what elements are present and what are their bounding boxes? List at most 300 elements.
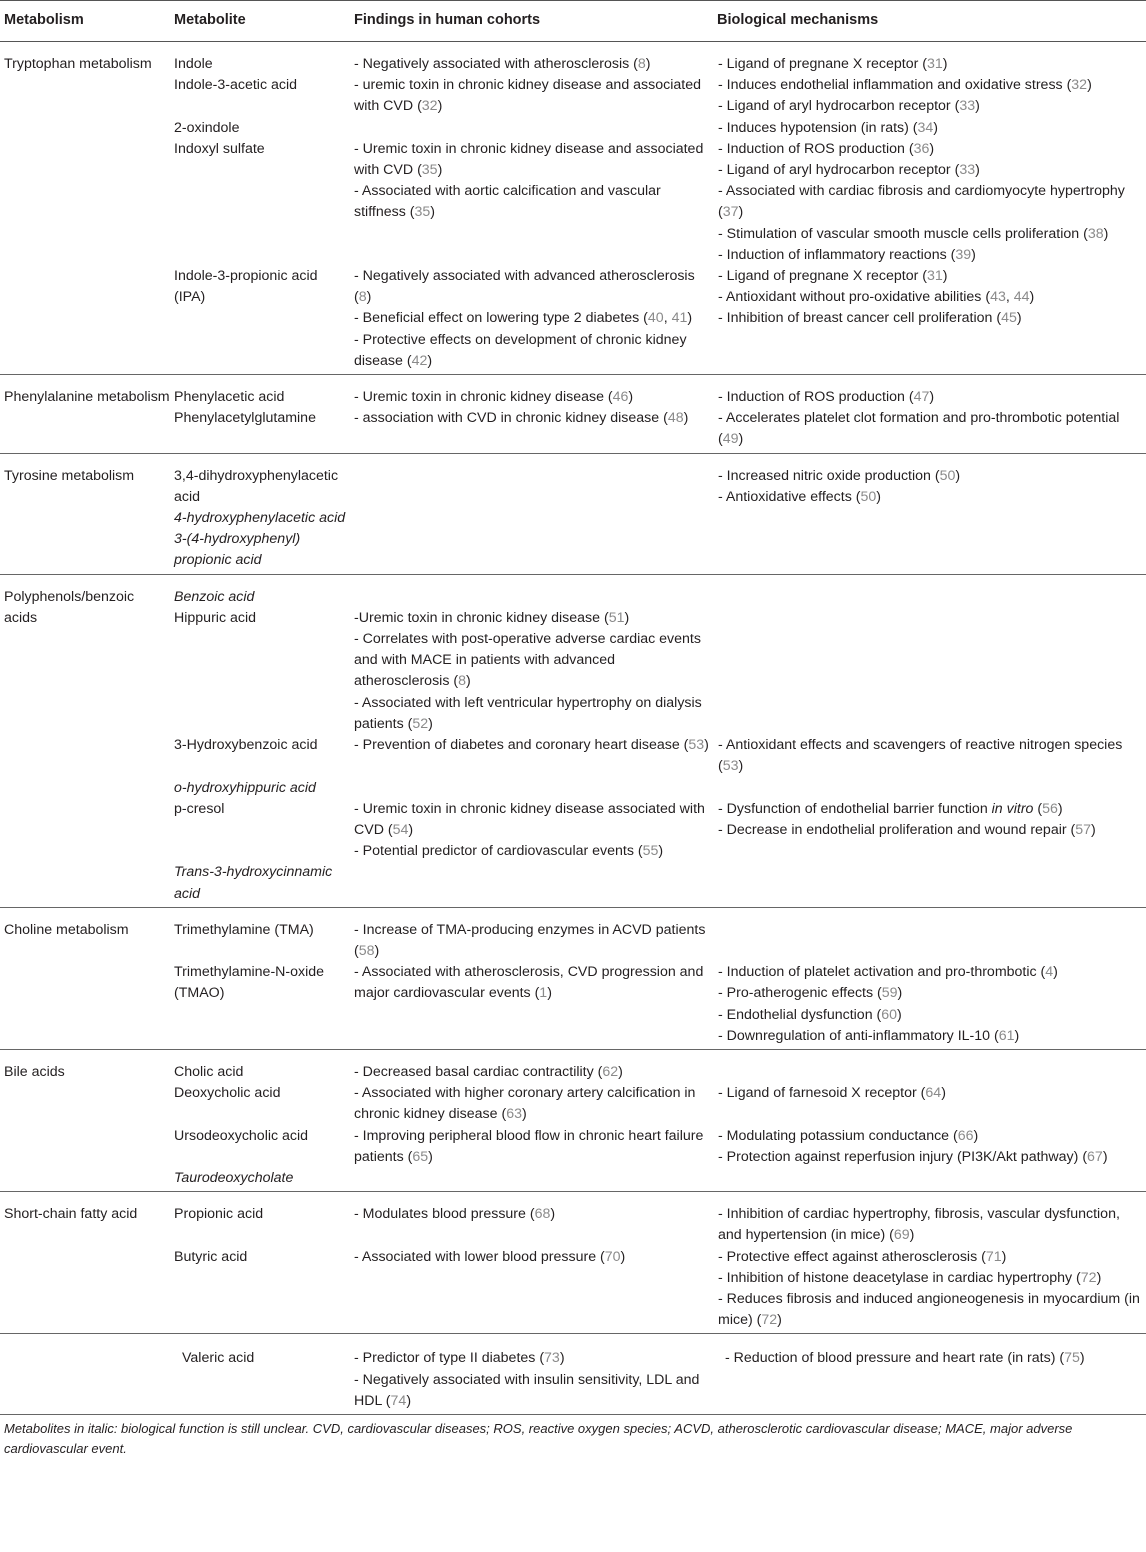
reference-number: 31 bbox=[927, 56, 943, 72]
reference-number: 58 bbox=[358, 942, 375, 959]
reference-number: 50 bbox=[939, 467, 956, 484]
text-segment: ) bbox=[1053, 964, 1058, 981]
reference-number: 63 bbox=[506, 1106, 522, 1123]
metabolism-group bbox=[0, 454, 1146, 575]
findings-cell bbox=[350, 75, 713, 117]
text-segment: ) bbox=[428, 715, 433, 732]
finding-item bbox=[354, 608, 713, 629]
mechanism-item bbox=[718, 1268, 1146, 1289]
reference-number: 52 bbox=[412, 715, 429, 732]
text-segment: ) bbox=[942, 268, 948, 285]
finding-item bbox=[354, 139, 713, 181]
reference-number: 31 bbox=[927, 268, 943, 285]
text-segment: - Induction of ROS production ( bbox=[718, 389, 914, 406]
finding-item bbox=[354, 308, 713, 329]
findings-cell bbox=[350, 408, 713, 450]
metabolism-group bbox=[0, 908, 1146, 1050]
text-segment: ) bbox=[559, 1350, 565, 1367]
text-segment: ) bbox=[1029, 289, 1035, 306]
header-metabolite: Metabolite bbox=[174, 12, 246, 29]
mechanisms-cell bbox=[713, 587, 1146, 608]
reference-number: 1 bbox=[539, 985, 548, 1002]
text-segment: ) bbox=[406, 1392, 412, 1409]
reference-number: 54 bbox=[392, 821, 409, 838]
text-segment: ) bbox=[897, 1006, 902, 1023]
text-segment: ) bbox=[366, 289, 372, 306]
text-segment: - Reduction of blood pressure and heart rate (in rats) ( bbox=[725, 1350, 1065, 1367]
mechanism-item bbox=[718, 820, 1146, 841]
mechanisms-cell bbox=[713, 1168, 1146, 1189]
findings-cell bbox=[350, 920, 713, 962]
reference-number: 8 bbox=[637, 56, 646, 72]
finding-item bbox=[354, 1370, 713, 1412]
metabolite-name: Ursodeoxycholic acid bbox=[174, 1127, 309, 1144]
mechanisms-cell bbox=[713, 54, 1146, 75]
text-segment: - Associated with aortic calcification and vascular stiffness ( bbox=[354, 183, 661, 221]
metabolism-name: Phenylalanine metabolism bbox=[4, 389, 170, 406]
text-segment: - Uremic toxin in chronic kidney disease ( bbox=[354, 389, 613, 406]
mechanism-item bbox=[718, 1083, 1146, 1104]
reference-number: 75 bbox=[1064, 1350, 1080, 1367]
text-segment: - Endothelial dysfunction ( bbox=[718, 1006, 882, 1023]
metabolite-name: 3-(4-hydroxyphenyl) propionic acid bbox=[174, 531, 301, 569]
findings-cell bbox=[350, 962, 713, 1047]
mechanism-item bbox=[718, 287, 1146, 308]
table-row bbox=[170, 139, 1146, 266]
text-segment: ) bbox=[933, 119, 939, 136]
reference-number: 49 bbox=[722, 431, 739, 448]
text-segment: ) bbox=[428, 1148, 433, 1165]
metabolite-name: Phenylacetic acid bbox=[174, 389, 285, 406]
mechanism-item bbox=[718, 962, 1146, 983]
text-segment: ) bbox=[408, 821, 414, 838]
reference-number: 32 bbox=[1071, 77, 1088, 94]
text-segment: - Modulates blood pressure ( bbox=[354, 1206, 535, 1223]
text-segment: ) bbox=[929, 389, 935, 406]
metabolism-group bbox=[0, 1334, 1146, 1415]
findings-cell bbox=[350, 1348, 713, 1412]
reference-number: 50 bbox=[860, 488, 877, 505]
metabolite-name: Cholic acid bbox=[174, 1063, 244, 1080]
reference-number: 66 bbox=[957, 1127, 974, 1144]
metabolite-rows bbox=[170, 1348, 1146, 1412]
reference-number: 42 bbox=[411, 352, 428, 369]
text-segment: - Induction of ROS production ( bbox=[718, 140, 914, 157]
text-segment: ) bbox=[620, 1248, 626, 1265]
metabolite-name: Benzoic acid bbox=[174, 588, 255, 605]
metabolite-name: Indole bbox=[174, 56, 213, 72]
text-segment: - Ligand of pregnane X receptor ( bbox=[718, 268, 928, 285]
mechanisms-cell bbox=[713, 1247, 1146, 1332]
metabolism-group bbox=[0, 42, 1146, 375]
text-segment: - Prevention of diabetes and coronary heart disease ( bbox=[354, 737, 689, 754]
text-segment: - Ligand of pregnane X receptor ( bbox=[718, 56, 928, 72]
metabolism-group bbox=[0, 1050, 1146, 1192]
text-segment: - Antioxidant without pro-oxidative abilities ( bbox=[718, 289, 991, 306]
table-row bbox=[170, 1062, 1146, 1083]
text-segment: - Induces hypotension (in rats) ( bbox=[718, 119, 918, 136]
reference-number: 57 bbox=[1075, 821, 1092, 838]
mechanisms-cell bbox=[713, 1126, 1146, 1168]
mechanism-item bbox=[718, 245, 1146, 266]
reference-number: 33 bbox=[959, 162, 976, 179]
findings-cell bbox=[350, 508, 713, 529]
text-segment: - Ligand of farnesoid X receptor ( bbox=[718, 1085, 926, 1102]
metabolism-group bbox=[0, 1192, 1146, 1334]
text-segment: - Induction of inflammatory reactions ( bbox=[718, 246, 956, 263]
findings-cell bbox=[350, 778, 713, 799]
reference-number: 56 bbox=[1042, 800, 1058, 817]
mechanisms-cell bbox=[713, 1062, 1146, 1083]
table-row bbox=[170, 1204, 1146, 1246]
finding-item bbox=[354, 920, 713, 962]
reference-number: 4 bbox=[1045, 964, 1054, 981]
reference-number: 64 bbox=[925, 1085, 942, 1102]
findings-cell bbox=[350, 1204, 713, 1246]
text-segment: ) bbox=[618, 1063, 623, 1080]
text-segment: ) bbox=[658, 843, 664, 860]
reference-number: 68 bbox=[534, 1206, 551, 1223]
text-segment: - Negatively associated with advanced atherosclerosis ( bbox=[354, 268, 695, 306]
mechanism-item bbox=[718, 983, 1146, 1004]
text-segment: ) bbox=[973, 1127, 979, 1144]
text-segment: - Decrease in endothelial proliferation and wound repair ( bbox=[718, 821, 1076, 838]
text-segment: ) bbox=[624, 609, 630, 626]
reference-number: 8 bbox=[358, 289, 367, 306]
text-segment: ) bbox=[628, 389, 634, 406]
finding-item bbox=[354, 75, 713, 117]
finding-item bbox=[354, 330, 713, 372]
finding-item bbox=[354, 735, 713, 756]
table-footnote: Metabolites in italic: biological function is still unclear. CVD, cardiovascular diseases; ROS, reactive oxygen species; ACVD, atherosclerotic cardiovascular disease; MACE, major adverse cardiovascular event. bbox=[4, 1420, 1073, 1456]
text-segment: ( bbox=[1033, 800, 1043, 817]
finding-item bbox=[354, 408, 713, 429]
text-segment: - Associated with lower blood pressure ( bbox=[354, 1248, 605, 1265]
text-segment: - Increase of TMA-producing enzymes in ACVD patients ( bbox=[354, 921, 706, 959]
text-segment: - Negatively associated with insulin sensitivity, LDL and HDL ( bbox=[354, 1371, 700, 1409]
reference-number: 72 bbox=[761, 1312, 778, 1329]
metabolism-name: Short-chain fatty acid bbox=[4, 1206, 138, 1223]
mechanisms-cell bbox=[713, 735, 1146, 777]
reference-number: 44 bbox=[1013, 289, 1030, 306]
finding-item bbox=[354, 841, 713, 862]
reference-number: 38 bbox=[1087, 225, 1104, 242]
text-segment: ) bbox=[1103, 225, 1109, 242]
text-segment: ) bbox=[975, 98, 980, 115]
text-segment: ) bbox=[547, 985, 552, 1002]
text-segment: - Induction of platelet activation and pro-thrombotic ( bbox=[718, 964, 1046, 981]
mechanisms-cell bbox=[713, 408, 1146, 450]
metabolite-name: 3-Hydroxybenzoic acid bbox=[174, 737, 318, 754]
reference-number: 72 bbox=[1080, 1269, 1097, 1286]
text-segment: - Correlates with post-operative adverse cardiac events and with MACE in patients with advanced atherosclerosis ( bbox=[354, 631, 701, 690]
findings-cell bbox=[350, 266, 713, 372]
text-segment: ) bbox=[971, 246, 976, 263]
metabolism-group bbox=[0, 575, 1146, 908]
mechanism-item bbox=[718, 118, 1146, 139]
text-segment: ) bbox=[738, 204, 744, 221]
table-row bbox=[170, 587, 1146, 608]
table-row bbox=[170, 778, 1146, 799]
text-segment: ) bbox=[975, 162, 980, 179]
text-segment: ) bbox=[683, 410, 689, 427]
mechanism-item bbox=[718, 487, 1146, 508]
reference-number: 70 bbox=[604, 1248, 621, 1265]
table-row bbox=[170, 1247, 1146, 1332]
finding-item bbox=[354, 181, 713, 223]
findings-cell bbox=[350, 587, 713, 608]
mechanism-item bbox=[718, 266, 1146, 287]
text-segment: - Downregulation of anti-inflammatory IL-10 ( bbox=[718, 1027, 999, 1044]
table-row bbox=[170, 54, 1146, 75]
header-findings: Findings in human cohorts bbox=[354, 12, 541, 29]
table-row bbox=[170, 508, 1146, 529]
text-segment: - Ligand of aryl hydrocarbon receptor ( bbox=[718, 162, 960, 179]
metabolite-name: Trimethylamine (TMA) bbox=[174, 921, 314, 938]
table-row bbox=[170, 608, 1146, 735]
text-segment: ) bbox=[777, 1312, 782, 1329]
text-segment: - Predictor of type II diabetes ( bbox=[354, 1350, 545, 1367]
mechanism-item bbox=[718, 1147, 1146, 1168]
metabolite-name: 3,4-dihydroxyphenylacetic acid bbox=[174, 467, 339, 505]
metabolite-rows bbox=[170, 1062, 1146, 1189]
finding-item bbox=[354, 1247, 713, 1268]
finding-item bbox=[354, 1126, 713, 1168]
metabolite-name: Propionic acid bbox=[174, 1206, 264, 1223]
text-segment: ) bbox=[521, 1106, 527, 1123]
reference-number: 43 bbox=[990, 289, 1006, 306]
text-segment: ) bbox=[550, 1206, 556, 1223]
metabolism-group bbox=[0, 375, 1146, 454]
text-segment: ) bbox=[645, 56, 651, 72]
text-segment: ) bbox=[427, 352, 433, 369]
mechanism-item bbox=[718, 1126, 1146, 1147]
text-segment: - Antioxidative effects ( bbox=[718, 488, 861, 505]
metabolite-name: Trans-3-hydroxycinnamic acid bbox=[174, 864, 333, 902]
findings-cell bbox=[350, 1247, 713, 1332]
reference-number: 39 bbox=[955, 246, 972, 263]
reference-number: 40 bbox=[647, 310, 664, 327]
text-segment: - Uremic toxin in chronic kidney disease and associated with CVD ( bbox=[354, 140, 704, 179]
findings-cell bbox=[350, 529, 713, 571]
metabolism-name: Bile acids bbox=[4, 1063, 65, 1080]
table-header bbox=[0, 0, 1146, 42]
metabolite-rows bbox=[170, 387, 1146, 451]
metabolite-name: Indole-3-acetic acid bbox=[174, 77, 298, 94]
reference-number: 69 bbox=[893, 1227, 910, 1244]
text-segment: , bbox=[1005, 289, 1014, 306]
text-segment: ) bbox=[929, 140, 935, 157]
table-row bbox=[170, 118, 1146, 139]
mechanism-item bbox=[718, 308, 1146, 329]
text-segment: ) bbox=[942, 56, 948, 72]
metabolite-name: Valeric acid bbox=[182, 1350, 255, 1367]
metabolite-rows bbox=[170, 587, 1146, 905]
text-segment: - Modulating potassium conductance ( bbox=[718, 1127, 958, 1144]
metabolite-name: Trimethylamine-N-oxide (TMAO) bbox=[174, 964, 325, 1002]
text-segment: - Dysfunction of endothelial barrier function bbox=[718, 800, 992, 817]
text-segment: - Decreased basal cardiac contractility ( bbox=[354, 1063, 603, 1080]
metabolite-name: Indoxyl sulfate bbox=[174, 140, 265, 157]
mechanisms-cell bbox=[713, 266, 1146, 372]
reference-number: 67 bbox=[1087, 1148, 1103, 1165]
text-segment: - Antioxidant effects and scavengers of reactive nitrogen species ( bbox=[718, 737, 1123, 775]
table-row bbox=[170, 1348, 1146, 1412]
reference-number: 34 bbox=[917, 119, 934, 136]
findings-cell bbox=[350, 1083, 713, 1125]
metabolite-name: 2-oxindole bbox=[174, 119, 240, 136]
text-segment: - association with CVD in chronic kidney disease ( bbox=[354, 410, 668, 427]
table-row bbox=[170, 408, 1146, 450]
reference-number: 37 bbox=[722, 204, 739, 221]
text-segment: ) bbox=[437, 98, 443, 115]
metabolite-name: p-cresol bbox=[174, 800, 225, 817]
text-segment: ) bbox=[687, 310, 693, 327]
mechanisms-cell bbox=[713, 387, 1146, 408]
metabolism-name: Polyphenols/benzoic acids bbox=[4, 588, 135, 626]
text-segment: - Protective effects on development of chronic kidney disease ( bbox=[354, 331, 687, 369]
text-segment: , bbox=[663, 310, 672, 327]
metabolite-rows bbox=[170, 466, 1146, 572]
text-segment: - Potential predictor of cardiovascular events ( bbox=[354, 843, 643, 860]
reference-number: 51 bbox=[608, 609, 625, 626]
mechanisms-cell bbox=[713, 1083, 1146, 1125]
findings-cell bbox=[350, 608, 713, 735]
mechanism-item bbox=[718, 181, 1146, 223]
findings-cell bbox=[350, 1062, 713, 1083]
finding-item bbox=[354, 387, 713, 408]
metabolism-name: Tyrosine metabolism bbox=[4, 467, 135, 484]
text-segment: - Inhibition of cardiac hypertrophy, fibrosis, vascular dysfunction, and hypertension (in mice) ( bbox=[718, 1206, 1120, 1244]
reference-number: 48 bbox=[667, 410, 684, 427]
text-segment: ) bbox=[876, 488, 881, 505]
text-segment: - Beneficial effect on lowering type 2 diabetes ( bbox=[354, 310, 648, 327]
mechanism-item bbox=[718, 160, 1146, 181]
text-segment: ) bbox=[897, 985, 903, 1002]
text-segment: ) bbox=[1102, 1148, 1108, 1165]
metabolite-rows bbox=[170, 1204, 1146, 1331]
findings-cell bbox=[350, 387, 713, 408]
mechanisms-cell bbox=[713, 466, 1146, 508]
reference-number: 33 bbox=[959, 98, 976, 115]
mechanism-item bbox=[718, 408, 1146, 450]
text-segment: - Induces endothelial inflammation and oxidative stress ( bbox=[718, 77, 1072, 94]
text-segment: - Associated with higher coronary artery calcification in chronic kidney disease ( bbox=[354, 1085, 696, 1123]
finding-item bbox=[354, 1083, 713, 1125]
metabolite-name: Butyric acid bbox=[174, 1248, 248, 1265]
table-row bbox=[170, 799, 1146, 863]
mechanism-item bbox=[718, 1026, 1146, 1047]
metabolite-name: Hippuric acid bbox=[174, 609, 257, 626]
mechanism-item bbox=[718, 54, 1146, 75]
reference-number: 61 bbox=[998, 1027, 1015, 1044]
metabolite-name: Indole-3-propionic acid (IPA) bbox=[174, 268, 318, 306]
reference-number: 41 bbox=[671, 310, 688, 327]
text-segment: ) bbox=[1087, 77, 1092, 94]
header-metabolism: Metabolism bbox=[4, 12, 84, 29]
reference-number: 8 bbox=[458, 673, 466, 690]
mechanisms-cell bbox=[713, 962, 1146, 1047]
text-segment: ) bbox=[430, 204, 435, 221]
table-row bbox=[170, 387, 1146, 408]
text-segment: -Uremic toxin in chronic kidney disease ( bbox=[354, 609, 609, 626]
mechanisms-cell bbox=[713, 529, 1146, 571]
finding-item bbox=[354, 799, 713, 841]
text-segment: ) bbox=[1016, 310, 1022, 327]
table-row bbox=[170, 1083, 1146, 1125]
reference-number: 53 bbox=[688, 737, 705, 754]
text-segment: - Accelerates platelet clot formation and pro-thrombotic potential ( bbox=[718, 410, 1120, 448]
text-segment: - Ligand of aryl hydrocarbon receptor ( bbox=[718, 98, 960, 115]
findings-cell bbox=[350, 1126, 713, 1168]
table-row bbox=[170, 862, 1146, 904]
mechanisms-cell bbox=[713, 778, 1146, 799]
metabolite-name: Phenylacetylglutamine bbox=[174, 410, 316, 427]
text-segment: ) bbox=[738, 758, 744, 775]
metabolite-rows bbox=[170, 54, 1146, 372]
reference-number: 46 bbox=[612, 389, 629, 406]
finding-item bbox=[354, 54, 713, 75]
mechanism-item bbox=[718, 75, 1146, 96]
mechanism-item bbox=[718, 387, 1146, 408]
text-segment: - Negatively associated with atherosclerosis ( bbox=[354, 56, 638, 72]
mechanisms-cell bbox=[713, 75, 1146, 117]
text-segment: - Inhibition of histone deacetylase in cardiac hypertrophy ( bbox=[718, 1269, 1081, 1286]
reference-number: 53 bbox=[722, 758, 739, 775]
mechanism-item bbox=[718, 1005, 1146, 1026]
text-segment: ) bbox=[1091, 821, 1096, 838]
mechanisms-cell bbox=[713, 862, 1146, 904]
metabolite-rows bbox=[170, 920, 1146, 1047]
findings-cell bbox=[350, 735, 713, 777]
reference-number: 71 bbox=[985, 1248, 1002, 1265]
text-segment: ) bbox=[704, 737, 709, 754]
mechanisms-cell bbox=[713, 920, 1146, 962]
reference-number: 65 bbox=[412, 1148, 429, 1165]
text-segment: - Associated with atherosclerosis, CVD progression and major cardiovascular events ( bbox=[354, 964, 704, 1002]
text-segment: - Reduces fibrosis and induced angioneogenesis in myocardium (in mice) ( bbox=[718, 1290, 1140, 1329]
mechanisms-cell bbox=[713, 139, 1146, 266]
text-segment: - Associated with left ventricular hypertrophy on dialysis patients ( bbox=[354, 694, 702, 732]
metabolism-name bbox=[0, 1348, 170, 1412]
table-row bbox=[170, 75, 1146, 117]
text-segment: - Uremic toxin in chronic kidney disease associated with CVD ( bbox=[354, 800, 705, 838]
text-segment: - Improving peripheral blood flow in chronic heart failure patients ( bbox=[354, 1127, 704, 1165]
metabolite-name: o-hydroxyhippuric acid bbox=[174, 779, 316, 796]
findings-cell bbox=[350, 139, 713, 266]
findings-cell bbox=[350, 118, 713, 139]
text-segment: - Stimulation of vascular smooth muscle cells proliferation ( bbox=[718, 225, 1088, 242]
text-segment: - Inhibition of breast cancer cell proliferation ( bbox=[718, 310, 1002, 327]
table-row bbox=[170, 962, 1146, 1047]
header-mechanisms: Biological mechanisms bbox=[717, 12, 879, 29]
reference-number: 32 bbox=[421, 98, 438, 115]
mechanism-item bbox=[718, 466, 1146, 487]
text-segment: - Associated with cardiac fibrosis and cardiomyocyte hypertrophy ( bbox=[718, 183, 1125, 221]
text-segment: ) bbox=[738, 431, 744, 448]
text-segment: ) bbox=[437, 162, 443, 179]
table-row bbox=[170, 529, 1146, 571]
mechanisms-cell bbox=[713, 1348, 1146, 1412]
text-segment: ) bbox=[941, 1085, 946, 1102]
reference-number: 60 bbox=[881, 1006, 898, 1023]
mechanism-item bbox=[718, 799, 1146, 820]
findings-cell bbox=[350, 54, 713, 75]
mechanism-item bbox=[718, 1204, 1146, 1246]
mechanism-item bbox=[725, 1348, 1146, 1369]
findings-cell bbox=[350, 1168, 713, 1189]
text-segment: - Increased nitric oxide production ( bbox=[718, 467, 940, 484]
